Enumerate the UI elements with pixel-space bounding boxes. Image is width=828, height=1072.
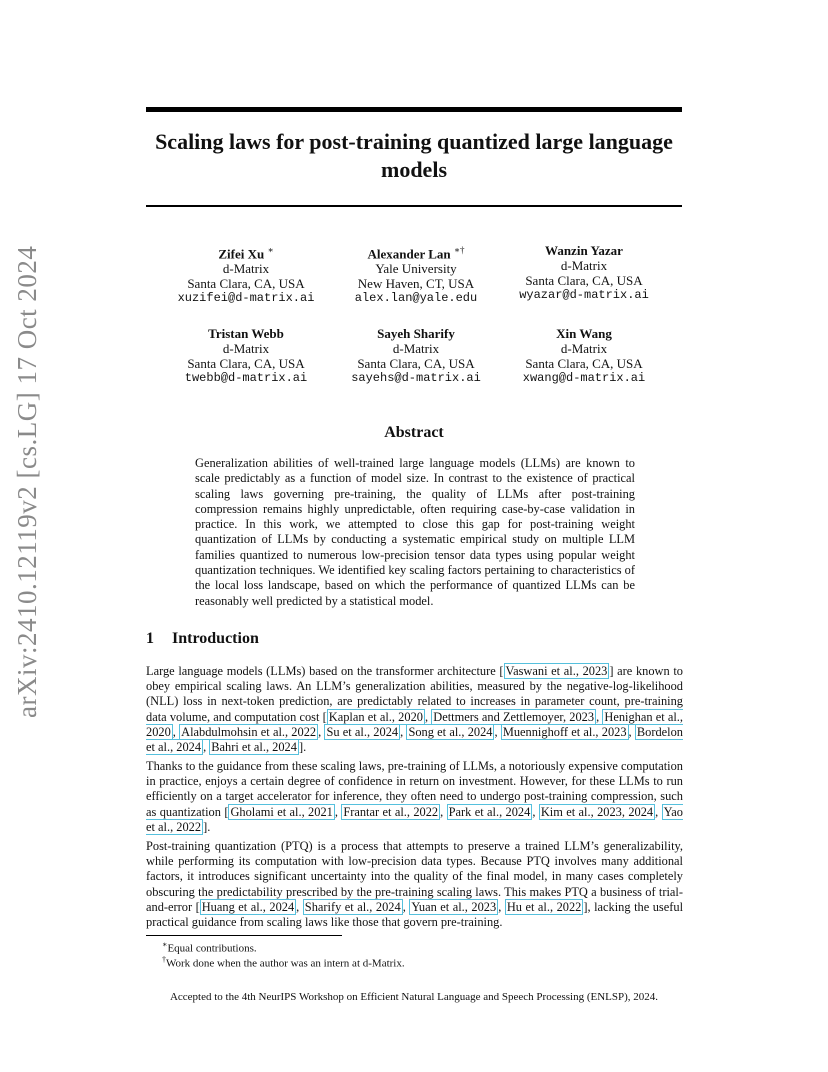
citation-link[interactable]: Vaswani et al., 2023 xyxy=(505,664,608,678)
author-email[interactable]: xuzifei@d-matrix.ai xyxy=(177,291,315,306)
author-affiliation: d-Matrix xyxy=(222,341,270,356)
author-affiliation: d-Matrix xyxy=(222,261,270,277)
citation-link[interactable]: Muennighoff et al., 2023 xyxy=(502,724,627,739)
paragraph-text: ]. xyxy=(203,819,211,834)
author-email[interactable]: alex.lan@yale.edu xyxy=(354,291,478,306)
section-heading xyxy=(146,630,259,648)
intro-paragraph-1 xyxy=(146,664,683,755)
paragraph-text: ] are known to obey empirical scaling laws. An LLM’s generalization abilities, measured by the negative-log-likelihood (NLL) loss in next-token prediction, are predictably related to increases in parameter count, pre-training data volume, and computation cost [ xyxy=(146,664,683,724)
author-name: Tristan Webb xyxy=(208,326,284,341)
paper-title: Scaling laws for post-training quantized large language models xyxy=(155,129,673,182)
citation-separator: , xyxy=(498,899,505,914)
citation-separator: , xyxy=(296,899,303,914)
paragraph-text: Post-training quantization (PTQ) is a process that attempts to preserve a trained LLM’s generalizability, while performing its computation with low-precision data types. Because PTQ involves many additional factors, it introduces significant uncertainty into the quality of the final model, in many cases completely obscuring the predictability prescribed by the pre-training scaling laws. This makes PTQ a business of trial-and-error [ xyxy=(146,839,683,914)
author-name: Alexander Lan xyxy=(367,246,451,262)
author-location: Santa Clara, CA, USA xyxy=(187,356,305,371)
paragraph-text: ], lacking the useful practical guidance from scaling laws like those that govern pre-training. xyxy=(146,899,684,930)
citation-separator: , xyxy=(203,740,210,755)
citation-separator: , xyxy=(318,724,325,739)
citation-link[interactable]: Frantar et al., 2022 xyxy=(343,804,439,819)
footnote xyxy=(162,953,405,971)
author-location: New Haven, CT, USA xyxy=(357,276,475,292)
intro-paragraph-3 xyxy=(146,839,683,930)
citation-link[interactable]: Bahri et al., 2024 xyxy=(211,740,297,755)
citation-link[interactable]: Kim et al., 2023, 2024 xyxy=(540,804,654,819)
author-mark: ∗† xyxy=(453,245,465,255)
citation-link[interactable]: Alabdulmohsin et al., 2022 xyxy=(181,724,317,739)
citation-separator: , xyxy=(628,724,635,739)
citation-separator: , xyxy=(655,804,662,819)
citation-link[interactable]: Su et al., 2024 xyxy=(326,724,399,739)
citation-link[interactable]: Sharify et al., 2024 xyxy=(304,899,401,914)
abstract-heading: Abstract xyxy=(384,424,444,441)
author-affiliation: d-Matrix xyxy=(560,258,608,273)
citation-separator: , xyxy=(334,804,342,819)
author-location: Santa Clara, CA, USA xyxy=(187,276,305,292)
author-email[interactable]: sayehs@d-matrix.ai xyxy=(351,371,481,385)
paragraph-text: Thanks to the guidance from these scaling laws, pre-training of LLMs, a notoriously expensive computation in practice, enjoys a certain degree of confidence in return on investment. However, for these LLMs to run efficiently on a target accelerator for inference, they often need to undergo post-training compression, such as quantization [ xyxy=(146,759,683,819)
venue-footer: Accepted to the 4th NeurIPS Workshop on Efficient Natural Language and Speech Processing (ENLSP), 2024. xyxy=(169,991,659,1003)
intro-paragraph-2 xyxy=(146,759,683,835)
section-number: 1 xyxy=(146,630,154,647)
author-affiliation: d-Matrix xyxy=(392,341,440,356)
author-affiliation: Yale University xyxy=(375,261,457,277)
section-title: Introduction xyxy=(172,630,259,647)
author-location: Santa Clara, CA, USA xyxy=(357,356,475,371)
citation-link[interactable]: Henighan et al., 2020 xyxy=(146,709,684,739)
footnote-text: Equal contributions. xyxy=(167,942,257,955)
author-name: Sayeh Sharify xyxy=(377,326,455,341)
author-email[interactable]: twebb@d-matrix.ai xyxy=(184,371,308,385)
author-name: Xin Wang xyxy=(556,326,612,341)
author-location: Santa Clara, CA, USA xyxy=(525,273,643,288)
citation-separator: , xyxy=(596,709,603,724)
author-block xyxy=(484,326,684,386)
footnote-mark: † xyxy=(162,955,166,964)
citation-link[interactable]: Bordelon et al., 2024 xyxy=(146,724,684,755)
author-name: Wanzin Yazar xyxy=(545,243,623,258)
citation-separator: , xyxy=(172,724,180,739)
footnote-rule xyxy=(146,935,342,936)
paragraph-text: ]. xyxy=(298,740,307,755)
footnote-mark: ∗ xyxy=(162,940,168,949)
citation-separator: , xyxy=(400,724,407,739)
citation-separator: , xyxy=(402,899,410,914)
citation-separator: , xyxy=(424,709,432,724)
citation-link[interactable]: Yuan et al., 2023 xyxy=(411,899,497,914)
author-email[interactable]: xwang@d-matrix.ai xyxy=(522,371,646,385)
citation-separator: , xyxy=(440,804,447,819)
citation-link[interactable]: Huang et al., 2024 xyxy=(201,899,295,914)
author-name: Zifei Xu xyxy=(218,246,265,262)
citation-link[interactable]: Kaplan et al., 2020 xyxy=(328,709,423,724)
author-email[interactable]: wyazar@d-matrix.ai xyxy=(519,288,649,302)
author-block xyxy=(484,243,684,303)
paragraph-text: Large language models (LLMs) based on the transformer architecture [ xyxy=(146,664,504,678)
title-top-rule xyxy=(146,107,682,112)
author-mark: ∗ xyxy=(267,245,274,255)
arxiv-identifier: arXiv:2410.12119v2 [cs.LG] 17 Oct 2024 xyxy=(12,245,42,718)
citation-link[interactable]: Park et al., 2024 xyxy=(448,804,531,819)
footnote-text: Work done when the author was an intern at d-Matrix. xyxy=(166,957,405,970)
citation-separator: , xyxy=(494,724,501,739)
citation-link[interactable]: Yao et al., 2022 xyxy=(146,804,683,834)
citation-link[interactable]: Gholami et al., 2021 xyxy=(230,804,333,819)
citation-separator: , xyxy=(532,804,539,819)
citation-link[interactable]: Song et al., 2024 xyxy=(408,724,493,739)
citation-link[interactable]: Hu et al., 2022 xyxy=(506,899,582,914)
abstract-text: Generalization abilities of well-trained large language models (LLMs) are known to scale predictably as a function of model size. In contrast to the existence of practical scaling laws governing pre-training, the quality of LLMs after post-training compression remains highly unpredictable, often requiring case-by-case validation in practice. In this work, we attempted to close this gap for post-training weight quantization of LLMs by conducting a systematic empirical study on multiple LLM families quantized to numerous low-precision tensor data types using popular weight quantization techniques. We identified key scaling factors pertaining to characteristics of the local loss landscape, based on which the performance of quantized LLMs can be reasonably well predicted by a statistical model. xyxy=(195,456,635,608)
author-location: Santa Clara, CA, USA xyxy=(525,356,643,371)
author-affiliation: d-Matrix xyxy=(560,341,608,356)
citation-link[interactable]: Dettmers and Zettlemoyer, 2023 xyxy=(433,709,595,724)
title-bottom-rule xyxy=(146,205,682,207)
